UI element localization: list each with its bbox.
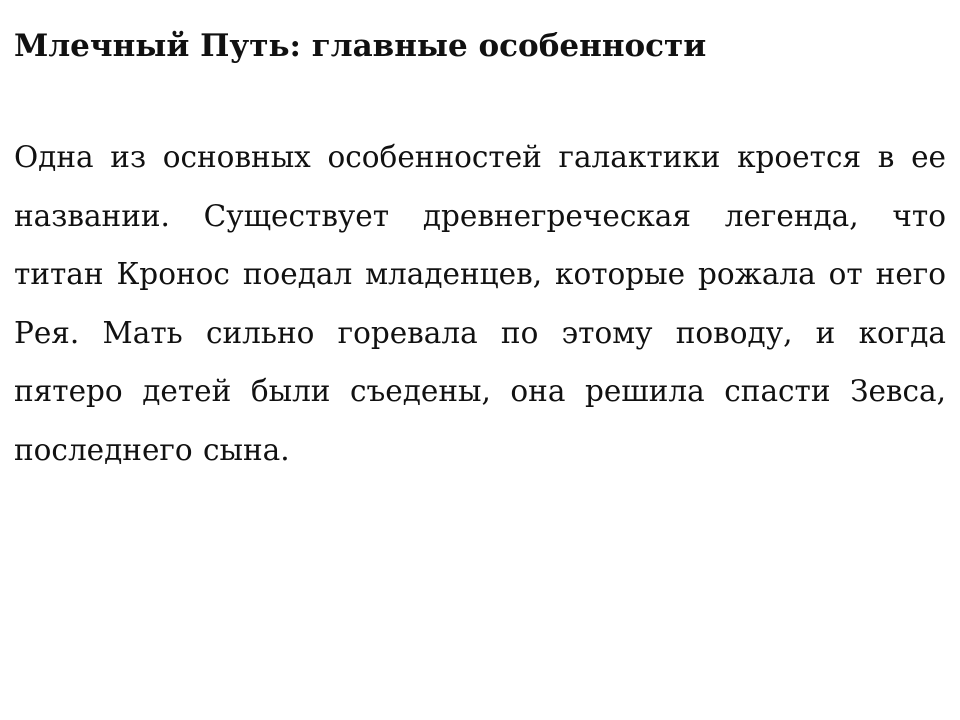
slide-title: Млечный Путь: главные особенности — [14, 28, 707, 64]
slide-body-paragraph: Одна из основных особенностей галактики кроется в ее названии. Существует древнегреческая легенда, что титан Кронос поедал младенцев, которые рожала от него Рея. Мать сильно горевала по этому поводу, и когда пятеро детей были съедены, она решила спасти Зевса, последнего сына. — [14, 140, 946, 467]
